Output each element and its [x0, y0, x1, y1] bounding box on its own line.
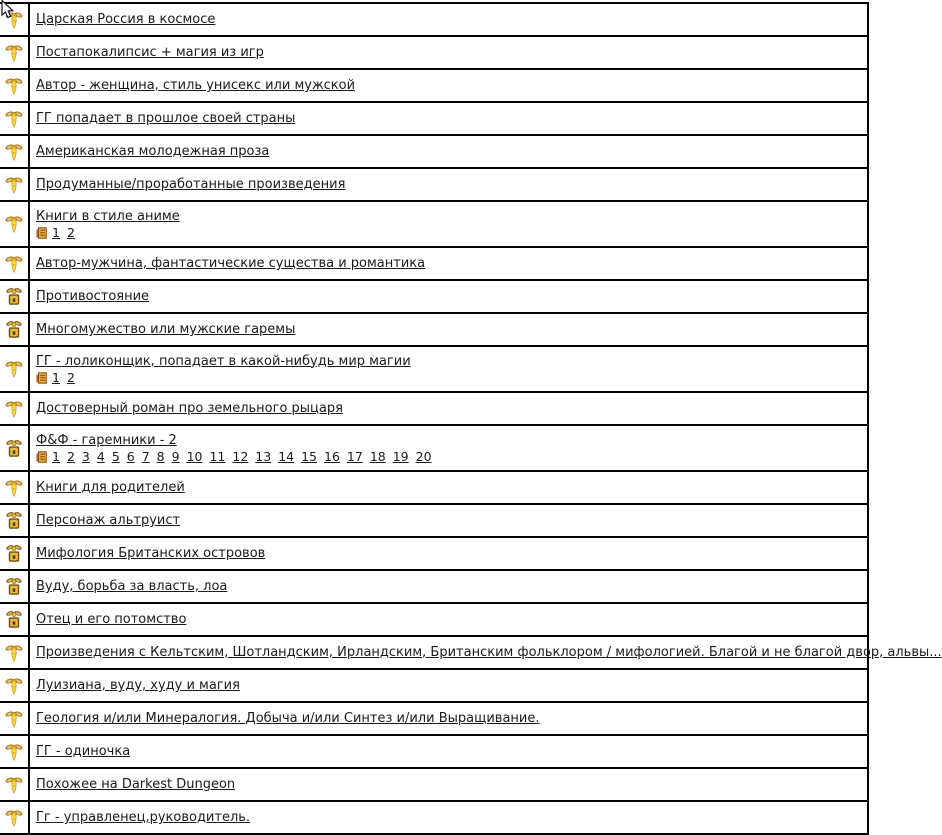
bee-icon [5, 743, 23, 761]
topic-cell [30, 281, 867, 312]
topic-title-link[interactable]: ГГ попадает в прошлое своей страны [36, 111, 296, 126]
topic-row [0, 70, 867, 103]
topic-icon-cell [0, 769, 30, 800]
topic-icon-cell [0, 347, 30, 391]
page-number-link[interactable]: 9 [171, 448, 180, 464]
topic-icon-cell [0, 505, 30, 536]
page-number-link[interactable]: 2 [66, 224, 75, 240]
topic-title-link[interactable]: Многомужество или мужские гаремы [36, 322, 296, 337]
page-number-link[interactable]: 13 [255, 448, 272, 464]
page-number-link[interactable]: 16 [324, 448, 340, 464]
topic-icon-cell [0, 703, 30, 734]
page-number-link[interactable]: 18 [369, 448, 386, 464]
topic-title-link[interactable]: Гг - управленец,руководитель. [36, 810, 251, 825]
topic-icon-cell [0, 136, 30, 167]
topic-cell [30, 703, 867, 734]
topic-cell [30, 637, 942, 668]
topic-title-link[interactable]: Продуманные/проработанные произведения [36, 177, 346, 192]
topic-title-link[interactable]: Мифология Британских островов [36, 546, 266, 561]
topic-title-link[interactable]: Книги для родителей [36, 480, 185, 495]
topic-row [0, 136, 867, 169]
page-number-link[interactable]: 7 [141, 448, 150, 464]
topic-list [0, 2, 942, 835]
topic-cell [30, 248, 867, 279]
topic-cell [30, 136, 867, 167]
topic-cell [30, 4, 867, 35]
page-number-link[interactable]: 8 [156, 448, 165, 464]
topic-title-link[interactable]: Книги в стиле аниме [36, 208, 180, 224]
topic-pagination [36, 371, 859, 385]
topic-cell [30, 202, 867, 246]
topic-cell [30, 736, 867, 767]
topic-title-link[interactable]: Луизиана, вуду, худу и магия [36, 678, 240, 693]
page-number-link[interactable]: 6 [126, 448, 135, 464]
bee-lock-icon [5, 287, 23, 306]
topic-icon-cell [0, 538, 30, 569]
topic-title-link[interactable]: Царская Россия в космосе [36, 12, 216, 27]
topic-cell [30, 169, 867, 200]
topic-icon-cell [0, 169, 30, 200]
page-number-link[interactable]: 2 [66, 369, 75, 385]
topic-cell [30, 103, 867, 134]
topic-icon-cell [0, 426, 30, 470]
bee-icon [5, 479, 23, 497]
bee-lock-icon [5, 577, 23, 596]
topic-icon-cell [0, 670, 30, 701]
topic-title-link[interactable]: Похожее на Darkest Dungeon [36, 777, 236, 792]
topic-row [0, 538, 867, 571]
topic-pagination [36, 450, 859, 464]
topic-icon-cell [0, 281, 30, 312]
bee-icon [5, 215, 23, 233]
topic-icon-cell [0, 314, 30, 345]
topic-row [0, 37, 867, 70]
topic-cell [30, 670, 867, 701]
topic-row [0, 393, 867, 426]
topic-row [0, 202, 867, 248]
topic-cell [30, 505, 867, 536]
page-number-link[interactable]: 1 [52, 369, 60, 385]
page-number-link[interactable]: 1 [52, 448, 60, 464]
topic-cell [30, 538, 867, 569]
topic-title-link[interactable]: Американская молодежная проза [36, 144, 270, 159]
page-number-link[interactable]: 3 [81, 448, 90, 464]
topic-title-link[interactable]: Постапокалипсис + магия из игр [36, 45, 264, 60]
bee-lock-icon [5, 511, 23, 530]
topic-cell [30, 37, 867, 68]
bee-lock-icon [5, 320, 23, 339]
topic-cell [30, 769, 867, 800]
topic-cell [30, 393, 867, 424]
topic-icon-cell [0, 472, 30, 503]
topic-cell [30, 347, 867, 391]
topic-cell [30, 314, 867, 345]
topic-title-link[interactable]: ГГ - одиночка [36, 744, 131, 759]
pages-icon [36, 451, 47, 463]
topic-title-link[interactable]: Произведения с Кельтским, Шотландским, Ирландским, Британским фольклором / мифологией. Благой и не благой двор, альвы... [36, 645, 942, 660]
topic-cell [30, 802, 867, 833]
topic-row [0, 769, 867, 802]
topic-title-link[interactable]: ГГ - лоликонщик, попадает в какой-нибудь мир магии [36, 353, 411, 369]
topic-row [0, 604, 867, 637]
bee-icon [5, 77, 23, 95]
topic-title-link[interactable]: Автор - женщина, стиль унисекс или мужской [36, 78, 356, 93]
bee-icon [5, 809, 23, 827]
page-number-link[interactable]: 11 [209, 448, 226, 464]
page-number-link[interactable]: 15 [301, 448, 318, 464]
topic-title-link[interactable]: Персонаж альтруист [36, 513, 181, 528]
page-number-link[interactable]: 4 [96, 448, 105, 464]
bee-icon [5, 360, 23, 378]
bee-lock-icon [5, 544, 23, 563]
topic-icon-cell [0, 4, 30, 35]
page-number-link[interactable]: 17 [346, 448, 363, 464]
bee-icon [5, 176, 23, 194]
topic-icon-cell [0, 571, 30, 602]
page-number-link[interactable]: 19 [392, 448, 409, 464]
topic-cell [30, 472, 867, 503]
topic-icon-cell [0, 70, 30, 101]
bee-icon [5, 44, 23, 62]
bee-icon [5, 644, 23, 662]
topic-row [0, 347, 867, 393]
topic-title-link[interactable]: Вуду, борьба за власть, лоа [36, 579, 228, 594]
topic-row [0, 505, 867, 538]
topic-row [0, 703, 867, 736]
topic-icon-cell [0, 103, 30, 134]
bee-icon [5, 110, 23, 128]
page-number-link[interactable]: 5 [111, 448, 120, 464]
topic-cell [30, 571, 867, 602]
topic-icon-cell [0, 637, 30, 668]
bee-icon [5, 776, 23, 794]
topic-icon-cell [0, 802, 30, 833]
topic-title-link[interactable]: Отец и его потомство [36, 612, 187, 627]
topic-icon-cell [0, 202, 30, 246]
topic-row [0, 670, 867, 703]
bee-icon [5, 710, 23, 728]
page-number-link[interactable]: 12 [232, 448, 249, 464]
topic-icon-cell [0, 393, 30, 424]
page-number-link[interactable]: 10 [186, 448, 203, 464]
bee-icon [5, 677, 23, 695]
topic-row [0, 248, 867, 281]
bee-icon [5, 143, 23, 161]
topic-row [0, 103, 867, 136]
pages-icon [36, 372, 47, 384]
topic-row [0, 571, 867, 604]
topic-row [0, 281, 867, 314]
topic-icon-cell [0, 604, 30, 635]
topic-row [0, 169, 867, 202]
topic-title-link[interactable]: Достоверный роман про земельного рыцаря [36, 401, 343, 416]
topic-title-link[interactable]: Ф&Ф - гаремники - 2 [36, 432, 177, 448]
bee-lock-icon [5, 439, 23, 458]
topic-row [0, 637, 942, 670]
topic-title-link[interactable]: Автор-мужчина, фантастические существа и романтика [36, 256, 426, 271]
topic-title-link[interactable]: Геология и/или Минералогия. Добыча и/или Синтез и/или Выращивание. [36, 711, 540, 726]
topic-row [0, 472, 867, 505]
page-number-link[interactable]: 2 [66, 448, 75, 464]
topic-icon-cell [0, 736, 30, 767]
bee-icon [5, 400, 23, 418]
pages-icon [36, 227, 47, 239]
topic-cell [30, 70, 867, 101]
topic-row [0, 802, 867, 835]
bee-icon [5, 255, 23, 273]
topic-pagination [36, 226, 859, 240]
page-number-link[interactable]: 1 [52, 224, 60, 240]
topic-cell [30, 604, 867, 635]
bee-lock-icon [5, 610, 23, 629]
topic-row [0, 4, 867, 37]
topic-row [0, 314, 867, 347]
topic-title-link[interactable]: Противостояние [36, 289, 150, 304]
topic-row [0, 736, 867, 769]
page-number-link[interactable]: 14 [278, 448, 295, 464]
topic-row [0, 426, 867, 472]
page-number-link[interactable]: 20 [415, 448, 432, 464]
topic-icon-cell [0, 248, 30, 279]
topic-cell [30, 426, 867, 470]
topic-icon-cell [0, 37, 30, 68]
bee-icon [5, 11, 23, 29]
